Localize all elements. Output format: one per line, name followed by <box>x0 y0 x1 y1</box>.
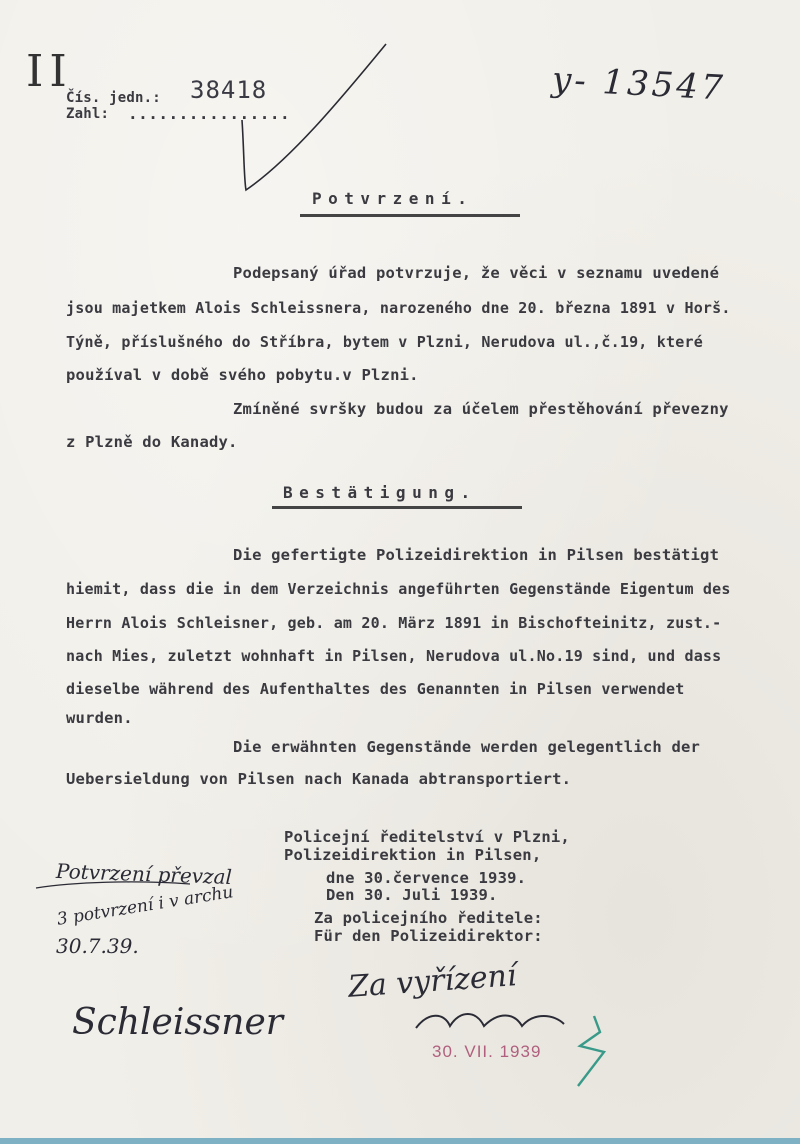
czech-heading-underline <box>300 214 520 217</box>
zahl-dots: ................ <box>128 104 291 123</box>
cis-number: 38418 <box>190 76 268 104</box>
czech-p1-line-3: Týně, příslušného do Stříbra, bytem v Plzni, Nerudova ul.,č.19, které <box>66 333 703 351</box>
cis-label: Čís. jedn.: <box>66 90 161 106</box>
german-p1-line-1: Die gefertigte Polizeidirektion in Pilsen bestätigt <box>233 546 720 564</box>
green-mark-icon <box>570 1012 620 1092</box>
check-mark-icon <box>230 40 400 200</box>
german-p2-line-2: Uebersieldung von Pilsen nach Kanada abtransportiert. <box>66 770 572 788</box>
zahl-label: Zahl: <box>66 106 110 122</box>
german-heading: Bestätigung. <box>283 483 477 502</box>
for-de: Für den Polizeidirektor: <box>314 927 543 945</box>
date-stamp: 30. VII. 1939 <box>432 1042 542 1061</box>
czech-p1-line-2: jsou majetkem Alois Schleissnera, narozeného dne 20. března 1891 v Horš. <box>66 299 731 317</box>
german-p1-line-4: nach Mies, zuletzt wohnhaft in Pilsen, Nerudova ul.No.19 sind, und dass <box>66 647 722 665</box>
czech-heading: Potvrzení. <box>312 189 474 208</box>
czech-p1-line-4: používal v době svého pobytu.v Plzni. <box>66 366 419 384</box>
official-initials-icon <box>414 1004 574 1034</box>
handwritten-official: Za vyřízení <box>346 958 518 1005</box>
handwritten-note-line-3: 30.7.39. <box>56 934 139 958</box>
office-de: Polizeidirektion in Pilsen, <box>284 846 542 864</box>
german-p1-line-3: Herrn Alois Schleisner, geb. am 20. März 1891 in Bischofteinitz, zust.- <box>66 614 722 632</box>
handwritten-signature: Schleissner <box>72 1002 283 1043</box>
czech-p2-line-1: Zmíněné svršky budou za účelem přestěhování převezny <box>233 400 729 418</box>
handwritten-note-line-1: Potvrzení převzal <box>55 858 233 890</box>
note-underline-icon <box>34 878 194 892</box>
german-p2-line-1: Die erwähnten Gegenstände werden gelegentlich der <box>233 738 701 756</box>
date-de: Den 30. Juli 1939. <box>326 886 498 904</box>
office-cz: Policejní ředitelství v Plzni, <box>284 828 570 846</box>
german-heading-underline <box>272 506 522 509</box>
scan-bottom-edge <box>0 1138 800 1144</box>
german-p1-line-5: dieselbe während des Aufenthaltes des Genannten in Pilsen verwendet <box>66 680 685 698</box>
handwritten-note-line-2: 3 potvrzení i v archu <box>55 882 235 930</box>
handwritten-number: y- 13547 <box>551 59 727 109</box>
czech-p2-line-2: z Plzně do Kanady. <box>66 433 238 451</box>
mark-ii: II <box>26 46 73 97</box>
german-p1-line-6: wurden. <box>66 709 133 727</box>
czech-p1-line-1: Podepsaný úřad potvrzuje, že věci v seznamu uvedené <box>233 264 720 282</box>
german-p1-line-2: hiemit, dass die in dem Verzeichnis angeführten Gegenstände Eigentum des <box>66 580 731 598</box>
for-cz: Za policejního ředitele: <box>314 909 543 927</box>
date-cz: dne 30.července 1939. <box>326 869 527 887</box>
